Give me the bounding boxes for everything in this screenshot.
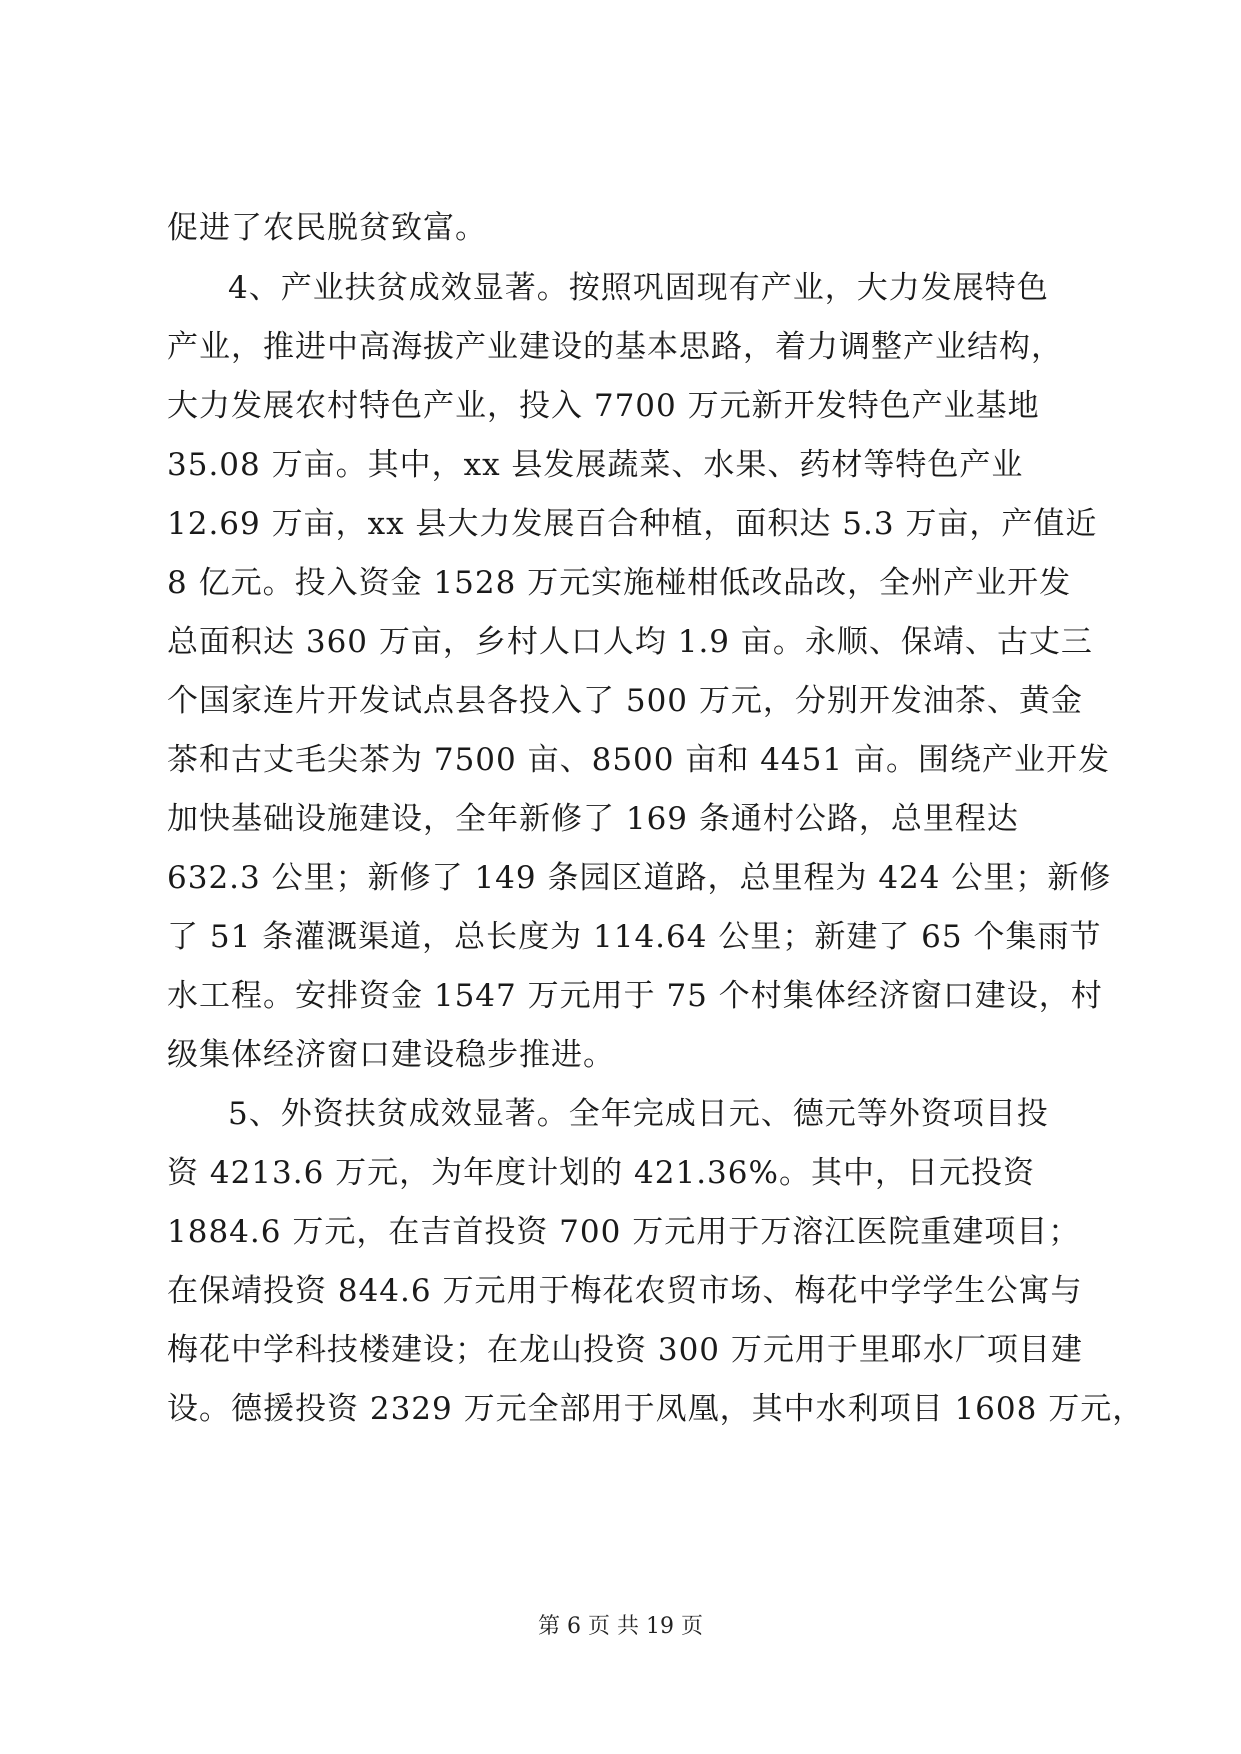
paragraph-line: 梅花中学科技楼建设；在龙山投资 300 万元用于里耶水厂项目建 [167, 1332, 1083, 1368]
paragraph-line: 大力发展农村特色产业，投入 7700 万元新开发特色产业基地 [167, 388, 1040, 424]
paragraph-line: 总面积达 360 万亩，乡村人口人均 1.9 亩。永顺、保靖、古丈三 [167, 624, 1093, 660]
paragraph-line: 35.08 万亩。其中，xx 县发展蔬菜、水果、药材等特色产业 [167, 447, 1024, 483]
paragraph-line: 8 亿元。投入资金 1528 万元实施椪柑低改品改，全州产业开发 [167, 565, 1072, 601]
paragraph-line: 促进了农民脱贫致富。 [167, 210, 487, 246]
paragraph-line: 1884.6 万元，在吉首投资 700 万元用于万溶江医院重建项目； [167, 1214, 1081, 1250]
paragraph-line: 资 4213.6 万元，为年度计划的 421.36%。其中，日元投资 [167, 1155, 1035, 1191]
paragraph-line: 水工程。安排资金 1547 万元用于 75 个村集体经济窗口建设，村 [167, 978, 1103, 1014]
paragraph-line: 5、外资扶贫成效显著。全年完成日元、德元等外资项目投 [228, 1096, 1049, 1132]
paragraph-line: 个国家连片开发试点县各投入了 500 万元，分别开发油茶、黄金 [167, 683, 1083, 719]
paragraph-line: 632.3 公里；新修了 149 条园区道路，总里程为 424 公里；新修 [167, 860, 1112, 896]
paragraph-line: 了 51 条灌溉渠道，总长度为 114.64 公里；新建了 65 个集雨节 [167, 919, 1102, 955]
page-number-footer: 第 6 页 共 19 页 [538, 1614, 703, 1639]
paragraph-line: 产业，推进中高海拔产业建设的基本思路，着力调整产业结构， [167, 329, 1063, 365]
paragraph-line: 加快基础设施建设，全年新修了 169 条通村公路，总里程达 [167, 801, 1019, 837]
paragraph-line: 设。德援投资 2329 万元全部用于凤凰，其中水利项目 1608 万元， [167, 1391, 1145, 1427]
paragraph-line: 级集体经济窗口建设稳步推进。 [167, 1037, 615, 1073]
paragraph-line: 茶和古丈毛尖茶为 7500 亩、8500 亩和 4451 亩。围绕产业开发 [167, 742, 1110, 778]
paragraph-line: 在保靖投资 844.6 万元用于梅花农贸市场、梅花中学学生公寓与 [167, 1273, 1083, 1309]
paragraph-line: 4、产业扶贫成效显著。按照巩固现有产业，大力发展特色 [228, 270, 1049, 306]
paragraph-line: 12.69 万亩，xx 县大力发展百合种植，面积达 5.3 万亩，产值近 [167, 506, 1098, 542]
